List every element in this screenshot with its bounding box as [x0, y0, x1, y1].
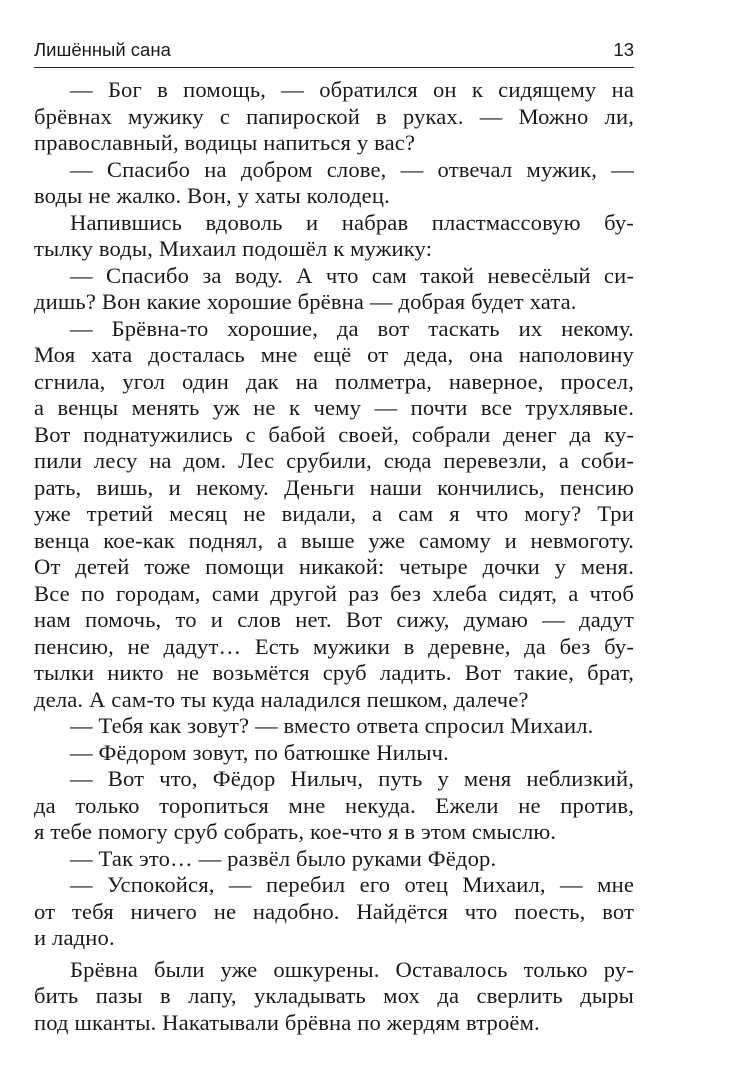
page-number: 13 — [613, 39, 634, 60]
body-text — [34, 77, 634, 1036]
text-line: венца кое-как поднял, а выше уже самому и невмоготу. — [34, 527, 634, 553]
text-line: дишь? Вон какие хорошие брёвна — добрая будет хата. — [34, 289, 577, 314]
paragraph — [34, 740, 634, 767]
text-line: — Брёвна-то хорошие, да вот таскать их некому. — [70, 315, 634, 341]
paragraph — [34, 957, 634, 1037]
text-line: нам помочь, то и слов нет. Вот сижу, думаю — дадут — [34, 607, 634, 632]
paragraph — [34, 766, 634, 846]
paragraph — [34, 846, 634, 873]
text-line: — Бог в помощь, — обратился он к сидящему на — [70, 77, 634, 102]
text-line: Напившись вдоволь и набрав пластмассовую бу- — [70, 209, 634, 235]
text-line: от тебя ничего не надобно. Найдётся что поесть, вот — [34, 898, 634, 924]
text-line: — Фёдором зовут, по батюшке Нилыч. — [70, 739, 449, 765]
text-line: Моя хата досталась мне ещё от деда, она наполовину — [34, 342, 634, 367]
text-line: От детей тоже помощи никакой: четыре дочки у меня. — [34, 554, 634, 579]
paragraph — [34, 713, 634, 740]
text-line: — Спасибо за воду. А что сам такой невесёлый си- — [70, 262, 634, 288]
text-line: и ладно. — [34, 925, 115, 950]
text-line: под шканты. Накатывали брёвна по жердям втроём. — [34, 1009, 540, 1035]
text-line: Брёвна были уже ошкурены. Оставалось только ру- — [70, 956, 634, 982]
paragraph — [34, 316, 634, 714]
paragraph — [34, 77, 634, 157]
text-line: да только торопиться мне некуда. Ежели не против, — [34, 792, 634, 818]
text-line: брёвнах мужику с папироской в руках. — Можно ли, — [34, 103, 634, 129]
text-line: сгнила, угол один дак на полметра, наверное, просел, — [34, 368, 634, 394]
text-line: я тебе помогу сруб собрать, кое-что я в этом смыслю. — [34, 819, 557, 844]
text-line: — Так это… — развёл было руками Фёдор. — [70, 845, 497, 871]
text-line: воды не жалко. Вон, у хаты колодец. — [34, 183, 390, 208]
text-line: а венцы менять уж не к чему — почти все трухлявые. — [34, 395, 634, 420]
text-line: тылки никто не возьмётся сруб ладить. Вот такие, брат, — [34, 660, 634, 685]
text-line: — Спасибо на добром слове, — отвечал мужик, — — [70, 156, 634, 182]
text-line: дела. А сам-то ты куда наладился пешком, далече? — [34, 686, 529, 712]
text-line: Вот поднатужились с бабой своей, собрали денег да ку- — [34, 421, 634, 447]
text-line: — Вот что, Фёдор Нилыч, путь у меня неблизкий, — [70, 766, 634, 791]
text-line: пили лесу на дом. Лес срубили, сюда перевезли, а соби- — [34, 448, 634, 473]
text-line: — Успокойся, — перебил его отец Михаил, — мне — [70, 872, 634, 897]
text-line: тылку воды, Михаил подошёл к мужику: — [34, 236, 433, 261]
paragraph — [34, 210, 634, 263]
text-line: пенсию, не дадут… Есть мужики в деревне, да без бу- — [34, 633, 634, 659]
paragraph — [34, 263, 634, 316]
text-line: Все по городам, сами другой раз без хлеба сидят, а чтоб — [34, 580, 634, 606]
paragraph — [34, 157, 634, 210]
text-line: православный, водицы напиться у вас? — [34, 130, 416, 155]
paragraph — [34, 872, 634, 952]
running-header — [34, 38, 634, 62]
text-line: бить пазы в лапу, укладывать мох да сверлить дыры — [34, 983, 634, 1008]
text-line: уже третий месяц не видали, а сам я что могу? Три — [34, 501, 634, 526]
header-rule — [34, 67, 634, 68]
text-line: рать, вишь, и некому. Деньги наши кончились, пенсию — [34, 474, 634, 500]
running-title: Лишённый сана — [34, 39, 171, 60]
text-line: — Тебя как зовут? — вместо ответа спросил Михаил. — [70, 713, 594, 738]
